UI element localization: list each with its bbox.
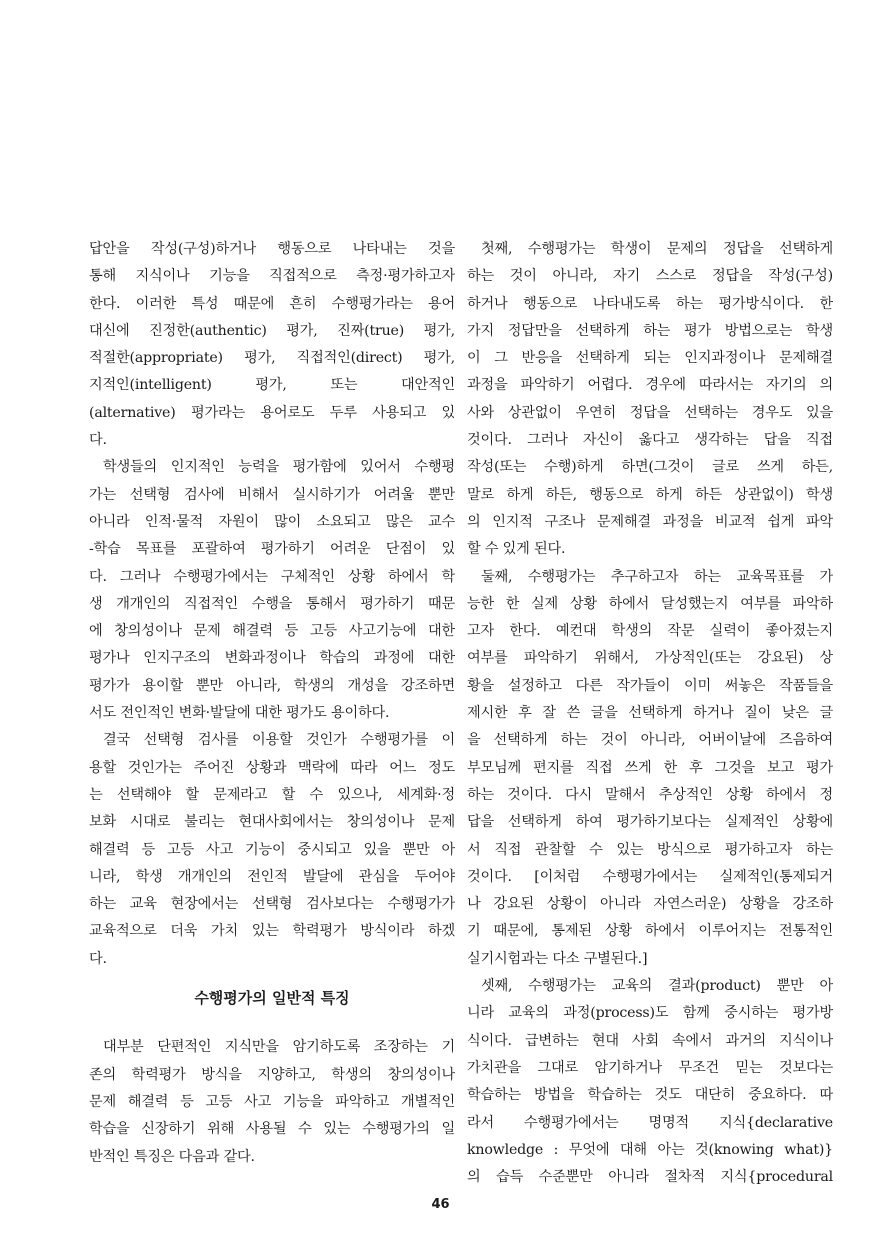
text-line: 답안을 작성(구성)하거나 행동으로 나타내는 것을 xyxy=(89,241,455,257)
text-line: 둘째, 수행평가는 추구하고자 하는 교육목표를 가 xyxy=(481,568,833,585)
text-line: 이 그 반응을 선택하게 되는 인지과정이나 문제해결 xyxy=(467,350,833,367)
text-line: 아니라 인적·물적 자원이 많이 소요되고 많은 교수 xyxy=(89,513,455,530)
text-line: 적절한(appropriate) 평가, 직접적인(direct) 평가, xyxy=(89,350,455,367)
text-line: 여부를 파악하기 위해서, 가상적인(또는 강요된) 상 xyxy=(467,650,833,667)
text-line: 용할 것인가는 주어진 상황과 맥락에 따라 어느 정도 xyxy=(89,759,455,776)
text-line: 능한 한 실제 상황 하에서 달성했는지 여부를 파악하 xyxy=(467,595,833,612)
text-line: 사와 상관없이 우연히 정답을 선택하는 경우도 있을 xyxy=(467,404,833,421)
text-line: 대부분 단편적인 지식만을 암기하도록 조장하는 기 xyxy=(103,1039,455,1056)
text-line: 가치관을 그대로 암기하거나 무조건 믿는 것보다는 xyxy=(467,1059,833,1076)
text-line: 학습하는 방법을 학습하는 것도 대단히 중요하다. 따 xyxy=(467,1087,833,1104)
text-line: 학생들의 인지적인 능력을 평가함에 있어서 수행평 xyxy=(103,459,455,476)
text-line: (alternative) 평가라는 용어로도 두루 사용되고 있 xyxy=(89,404,455,421)
text-line: 제시한 후 잘 쓴 글을 선택하게 하거나 질이 낮은 글 xyxy=(467,705,833,722)
text-line: 다. 그러나 수행평가에서는 구체적인 상황 하에서 학 xyxy=(89,568,455,585)
text-line: 문제 해결력 등 고등 사고 기능을 파악하고 개별적인 xyxy=(89,1093,455,1110)
text-line: 의 인지적 구조나 문제해결 과정을 비교적 쉽게 파악 xyxy=(467,513,833,530)
text-line: 과정을 파악하기 어렵다. 경우에 따라서는 자기의 의 xyxy=(467,377,833,394)
text-line: 존의 학력평가 방식을 지양하고, 학생의 창의성이나 xyxy=(89,1066,455,1083)
right-column xyxy=(467,236,833,1191)
text-line: 니라 교육의 과정(process)도 함께 중시하는 평가방 xyxy=(467,1005,833,1022)
text-line: 결국 선택형 검사를 이용할 것인가 수행평가를 이 xyxy=(103,732,455,749)
text-line: 것이다. [이처럼 수행평가에서는 실제적인(통제되거 xyxy=(467,868,833,885)
text-line: 해결력 등 고등 사고 기능이 중시되고 있을 뿐만 아 xyxy=(89,841,455,858)
text-line: 평가가 용이할 뿐만 아니라, 학생의 개성을 강조하면 xyxy=(89,677,455,694)
text-line: 첫째, 수행평가는 학생이 문제의 정답을 선택하게 xyxy=(481,241,833,257)
text-line: 라서 수행평가에서는 명명적 지식{declarative xyxy=(467,1114,833,1131)
text-line: 니라, 학생 개개인의 전인적 발달에 관심을 두어야 xyxy=(89,868,455,885)
text-line: 에 창의성이나 문제 해결력 등 고등 사고기능에 대한 xyxy=(89,623,455,640)
text-line: 보화 시대로 불리는 현대사회에서는 창의성이나 문제 xyxy=(89,814,455,831)
text-line: 황을 설정하고 다른 작가들이 이미 써놓은 작품들을 xyxy=(467,677,833,694)
left-column xyxy=(89,236,455,1171)
text-line: 서 직접 관찰할 수 있는 방식으로 평가하고자 하는 xyxy=(467,841,833,858)
text-line: 할 수 있게 된다. xyxy=(467,541,566,558)
text-line: 대신에 진정한(authentic) 평가, 진짜(true) 평가, xyxy=(89,322,455,339)
section-heading: 수행평가의 일반적 특징 xyxy=(194,989,350,1008)
text-line: 교육적으로 더욱 가치 있는 학력평가 방식이라 하겠 xyxy=(89,923,455,940)
text-line: 답을 선택하게 하여 평가하기보다는 실제적인 상황에 xyxy=(467,814,833,831)
text-line: 다. xyxy=(89,950,107,967)
text-line: 학습을 신장하기 위해 사용될 수 있는 수행평가의 일 xyxy=(89,1121,455,1138)
text-line: 하는 교육 현장에서는 선택형 검사보다는 수행평가가 xyxy=(89,896,455,913)
text-line: 는 선택해야 할 문제라고 할 수 있으나, 세계화·정 xyxy=(89,786,455,803)
text-line: 지적인(intelligent) 평가, 또는 대안적인 xyxy=(89,377,455,394)
text-line: 하는 것이다. 다시 말해서 추상적인 상황 하에서 정 xyxy=(467,786,833,803)
text-line: 작성(또는 수행)하게 하면(그것이 글로 쓰게 하든, xyxy=(467,459,833,476)
text-line: 다. xyxy=(89,432,107,449)
text-line: 한다. 이러한 특성 때문에 흔히 수행평가라는 용어 xyxy=(89,295,455,312)
text-line: 평가나 인지구조의 변화과정이나 학습의 과정에 대한 xyxy=(89,650,455,667)
text-line: 식이다. 급변하는 현대 사회 속에서 과거의 지식이나 xyxy=(467,1032,833,1049)
text-line: 부모님께 편지를 직접 쓰게 한 후 그것을 보고 평가 xyxy=(467,759,833,776)
text-line: 나 강요된 상황이 아니라 자연스러운) 상황을 강조하 xyxy=(467,896,833,913)
text-line: 을 선택하게 하는 것이 아니라, 어버이날에 즈음하여 xyxy=(467,732,833,749)
text-line: 셋째, 수행평가는 교육의 결과(product) 뿐만 아 xyxy=(481,978,833,995)
text-line: 말로 하게 하든, 행동으로 하게 하든 상관없이) 학생 xyxy=(467,486,833,503)
text-line: 의 습득 수준뿐만 아니라 절차적 지식{procedural xyxy=(467,1169,833,1186)
text-line: 생 개개인의 직접적인 수행을 통해서 평가하기 때문 xyxy=(89,595,455,612)
text-line: 것이다. 그러나 자신이 옳다고 생각하는 답을 직접 xyxy=(467,432,833,449)
text-line: 가지 정답만을 선택하게 하는 평가 방법으로는 학생 xyxy=(467,322,833,339)
text-line: 고자 한다. 예컨대 학생의 작문 실력이 좋아졌는지 xyxy=(467,623,833,640)
text-line: 가는 선택형 검사에 비해서 실시하기가 어려울 뿐만 xyxy=(89,486,455,503)
text-line: 하거나 행동으로 나타내도록 하는 평가방식이다. 한 xyxy=(467,295,833,312)
text-line: knowledge : 무엇에 대해 아는 것(knowing what)} xyxy=(467,1141,833,1158)
text-line: 서도 전인적인 변화·발달에 대한 평가도 용이하다. xyxy=(89,705,390,722)
text-line: 하는 것이 아니라, 자기 스스로 정답을 작성(구성) xyxy=(467,268,833,285)
text-line: -학습 목표를 포괄하여 평가하기 어려운 단점이 있 xyxy=(89,541,455,558)
text-line: 실기시험과는 다소 구별된다.] xyxy=(467,950,648,967)
page-number: 46 xyxy=(431,1197,450,1212)
text-line: 기 때문에, 통제된 상황 하에서 이루어지는 전통적인 xyxy=(467,923,833,940)
text-line: 통해 지식이나 기능을 직접적으로 측정·평가하고자 xyxy=(89,268,455,285)
text-line: 반적인 특징은 다음과 같다. xyxy=(89,1148,255,1165)
